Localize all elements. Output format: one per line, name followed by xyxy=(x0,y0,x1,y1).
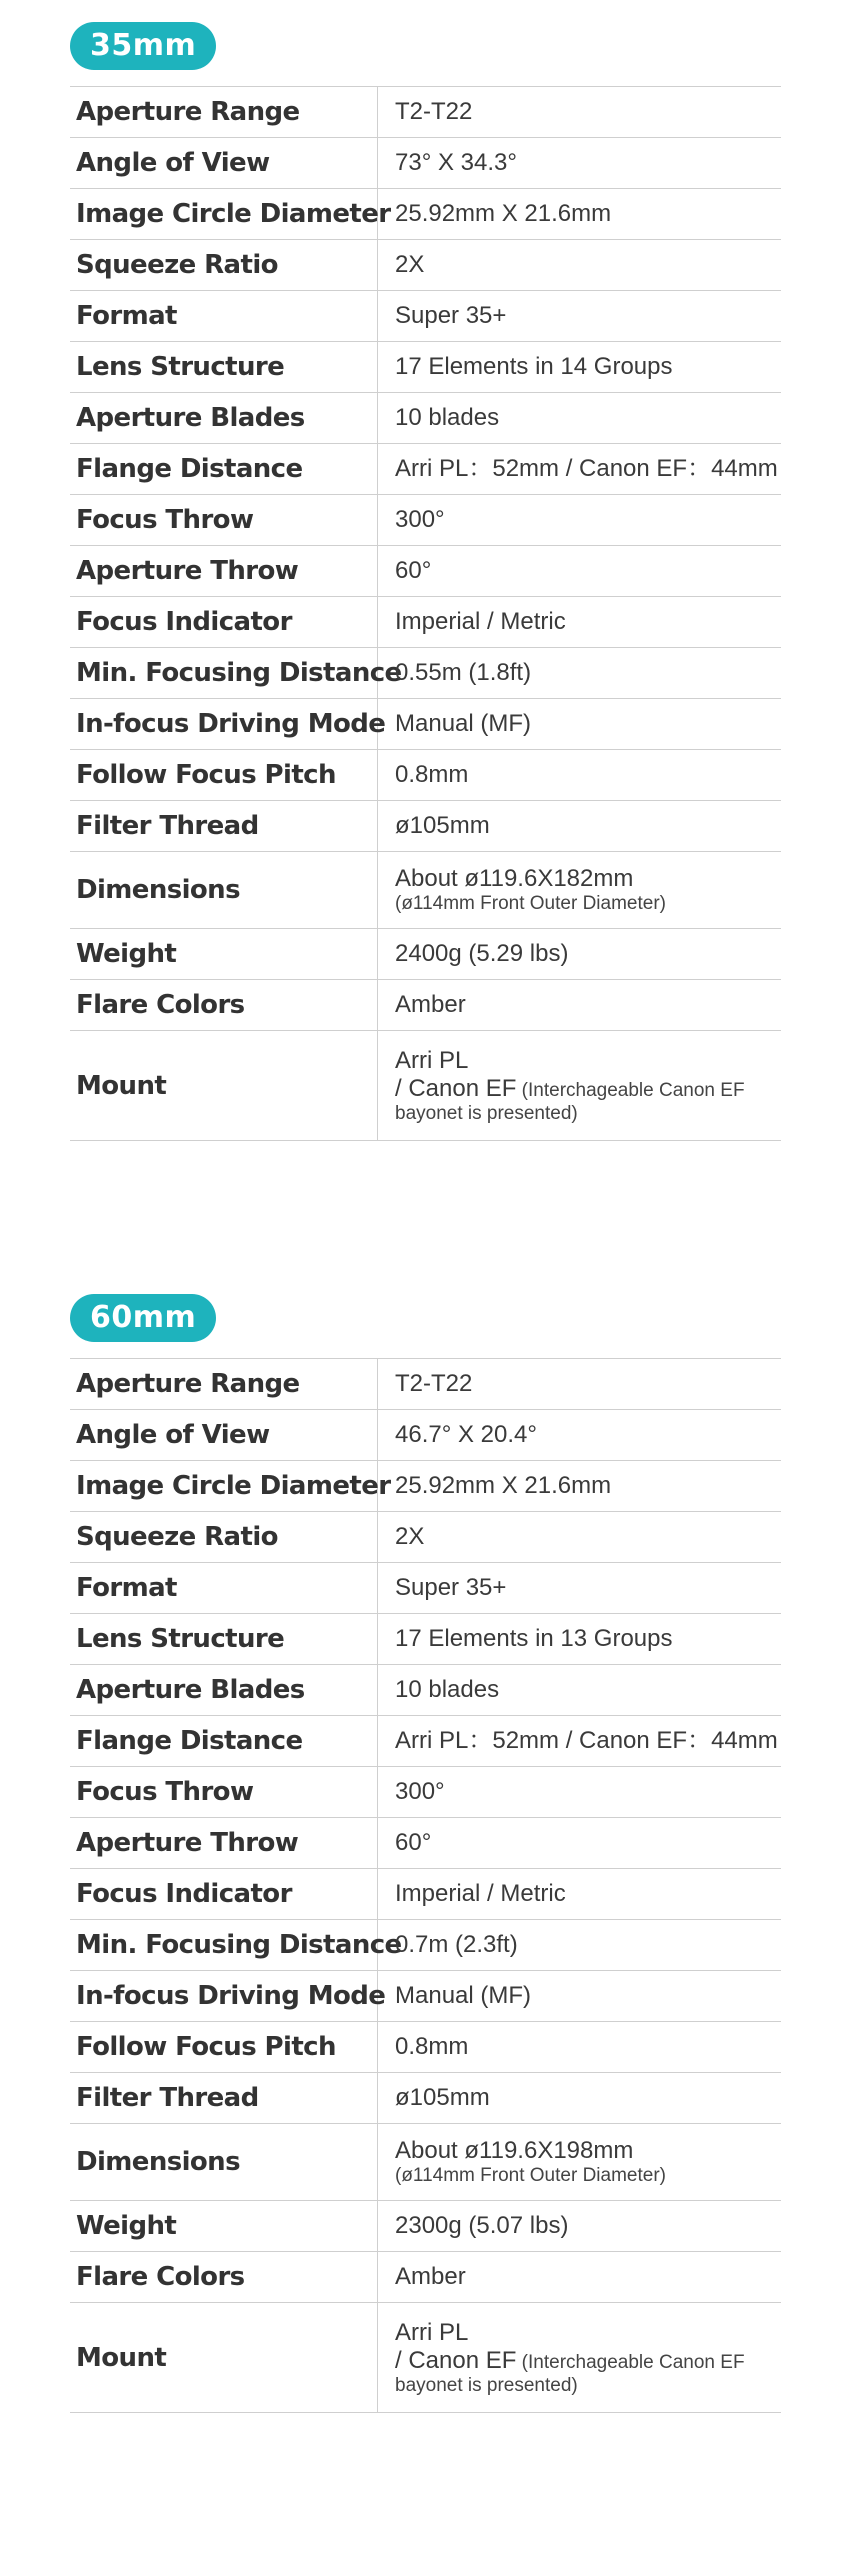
table-row xyxy=(70,138,781,189)
spec-label: Filter Thread xyxy=(70,2073,378,2123)
table-row xyxy=(70,2201,781,2252)
spec-value-note: (ø114mm Front Outer Diameter) xyxy=(395,893,666,914)
table-row xyxy=(70,1920,781,1971)
spec-label: Follow Focus Pitch xyxy=(70,2022,378,2072)
spec-value xyxy=(378,342,781,392)
spec-label: Image Circle Diameter xyxy=(70,1461,378,1511)
spec-value xyxy=(378,750,781,800)
spec-value-line2 xyxy=(395,2347,781,2375)
spec-value-line2 xyxy=(395,1075,781,1103)
spec-value xyxy=(378,1818,781,1868)
spec-value xyxy=(378,1410,781,1460)
spec-value-text: 2X xyxy=(395,1523,425,1550)
spec-label: Weight xyxy=(70,929,378,979)
spec-value-text: About ø119.6X182mm xyxy=(395,865,634,892)
table-row xyxy=(70,750,781,801)
spec-value-text: 60° xyxy=(395,1829,432,1856)
spec-value xyxy=(378,1359,781,1409)
spec-label: Flare Colors xyxy=(70,2252,378,2302)
spec-value-note: bayonet is presented) xyxy=(395,2374,578,2396)
spec-value xyxy=(378,189,781,239)
spec-value xyxy=(378,2303,781,2412)
spec-label: Squeeze Ratio xyxy=(70,240,378,290)
spec-value xyxy=(378,2022,781,2072)
spec-value xyxy=(378,648,781,698)
table-row xyxy=(70,393,781,444)
spec-label: Dimensions xyxy=(70,852,378,928)
spec-value xyxy=(378,801,781,851)
spec-value-text: Amber xyxy=(395,2263,466,2290)
spec-table xyxy=(70,1358,781,2413)
spec-label: Format xyxy=(70,1563,378,1613)
table-row xyxy=(70,648,781,699)
spec-label: Weight xyxy=(70,2201,378,2251)
spec-value-text: 25.92mm X 21.6mm xyxy=(395,200,612,227)
table-row xyxy=(70,1031,781,1141)
spec-value-text: Arri PL：52mm / Canon EF：44mm xyxy=(395,455,778,482)
spec-label: Squeeze Ratio xyxy=(70,1512,378,1562)
table-row xyxy=(70,2303,781,2413)
table-row xyxy=(70,1359,781,1410)
spec-label: Mount xyxy=(70,2303,378,2412)
spec-table xyxy=(70,86,781,1141)
table-row xyxy=(70,546,781,597)
table-row xyxy=(70,699,781,750)
table-row xyxy=(70,1665,781,1716)
spec-value-note: (Interchageable Canon EF xyxy=(516,2351,745,2373)
table-row xyxy=(70,1461,781,1512)
table-row xyxy=(70,980,781,1031)
spec-value xyxy=(378,1512,781,1562)
spec-value xyxy=(378,240,781,290)
spec-value xyxy=(378,393,781,443)
spec-value-note: bayonet is presented) xyxy=(395,1102,578,1124)
spec-value-text: T2-T22 xyxy=(395,1370,473,1397)
spec-value xyxy=(378,1767,781,1817)
table-row xyxy=(70,852,781,929)
table-row xyxy=(70,495,781,546)
spec-label: Lens Structure xyxy=(70,342,378,392)
spec-label: Min. Focusing Distance xyxy=(70,648,378,698)
table-row xyxy=(70,1614,781,1665)
spec-value xyxy=(378,1665,781,1715)
table-row xyxy=(70,597,781,648)
table-row xyxy=(70,1869,781,1920)
table-row xyxy=(70,2124,781,2201)
spec-value xyxy=(378,1920,781,1970)
spec-value xyxy=(378,852,781,928)
table-row xyxy=(70,801,781,852)
spec-label: Flange Distance xyxy=(70,444,378,494)
spec-label: Focus Indicator xyxy=(70,597,378,647)
spec-value xyxy=(378,291,781,341)
spec-label: Angle of View xyxy=(70,138,378,188)
spec-value-text: ø105mm xyxy=(395,2084,490,2111)
spec-label: Focus Throw xyxy=(70,495,378,545)
table-row xyxy=(70,929,781,980)
spec-value-text: Manual (MF) xyxy=(395,1982,532,2009)
spec-value xyxy=(378,1614,781,1664)
spec-value-note: (ø114mm Front Outer Diameter) xyxy=(395,2165,666,2186)
spec-value xyxy=(378,1716,781,1766)
spec-label: Aperture Range xyxy=(70,1359,378,1409)
spec-label: Image Circle Diameter xyxy=(70,189,378,239)
spec-label: Format xyxy=(70,291,378,341)
spec-label: In-focus Driving Mode xyxy=(70,699,378,749)
spec-value-text: Arri PL xyxy=(395,2318,469,2346)
spec-value-text: Imperial / Metric xyxy=(395,1880,566,1907)
table-row xyxy=(70,1716,781,1767)
spec-label: Filter Thread xyxy=(70,801,378,851)
spec-label: Dimensions xyxy=(70,2124,378,2200)
spec-value-text: 17 Elements in 14 Groups xyxy=(395,353,673,380)
spec-value xyxy=(378,2124,781,2200)
spec-value xyxy=(378,1869,781,1919)
spec-value-text: Manual (MF) xyxy=(395,710,532,737)
spec-value-text: 0.8mm xyxy=(395,761,469,788)
spec-value xyxy=(378,929,781,979)
spec-value-text: 2300g (5.07 lbs) xyxy=(395,2212,569,2239)
spec-value xyxy=(378,1031,781,1140)
spec-value xyxy=(378,980,781,1030)
table-row xyxy=(70,1410,781,1461)
spec-value-text: 10 blades xyxy=(395,1676,500,1703)
spec-value-note: (Interchageable Canon EF xyxy=(516,1079,745,1101)
spec-value-text: 0.8mm xyxy=(395,2033,469,2060)
spec-value-text: Amber xyxy=(395,991,466,1018)
spec-value-text: 0.55m (1.8ft) xyxy=(395,659,532,686)
spec-value-text: 2400g (5.29 lbs) xyxy=(395,940,569,967)
spec-value-text: 17 Elements in 13 Groups xyxy=(395,1625,673,1652)
section-title-badge: 60mm xyxy=(70,1294,216,1342)
spec-value-text: Arri PL：52mm / Canon EF：44mm xyxy=(395,1727,778,1754)
spec-label: Angle of View xyxy=(70,1410,378,1460)
spec-value-text: / Canon EF xyxy=(395,1074,517,1102)
spec-value xyxy=(378,138,781,188)
spec-value-text: / Canon EF xyxy=(395,2346,517,2374)
spec-value xyxy=(378,699,781,749)
spec-value-text: About ø119.6X198mm xyxy=(395,2137,634,2164)
spec-label: Aperture Blades xyxy=(70,393,378,443)
spec-value-text: 60° xyxy=(395,557,432,584)
table-row xyxy=(70,1512,781,1563)
spec-value-text: 25.92mm X 21.6mm xyxy=(395,1472,612,1499)
spec-value-text: Super 35+ xyxy=(395,1574,507,1601)
spec-value-text: 0.7m (2.3ft) xyxy=(395,1931,518,1958)
spec-value-text: Imperial / Metric xyxy=(395,608,566,635)
spec-value xyxy=(378,597,781,647)
spec-value-text: 10 blades xyxy=(395,404,500,431)
spec-value-text: ø105mm xyxy=(395,812,490,839)
table-row xyxy=(70,1971,781,2022)
spec-value xyxy=(378,87,781,137)
spec-value-text: 73° X 34.3° xyxy=(395,149,517,176)
spec-value-text: 46.7° X 20.4° xyxy=(395,1421,537,1448)
spec-value xyxy=(378,2252,781,2302)
spec-label: Aperture Throw xyxy=(70,1818,378,1868)
spec-section-60mm xyxy=(70,1294,781,2396)
spec-label: Focus Indicator xyxy=(70,1869,378,1919)
spec-value-text: Super 35+ xyxy=(395,302,507,329)
spec-value-text: 300° xyxy=(395,1778,445,1805)
spec-label: In-focus Driving Mode xyxy=(70,1971,378,2021)
table-row xyxy=(70,444,781,495)
spec-label: Aperture Blades xyxy=(70,1665,378,1715)
table-row xyxy=(70,2073,781,2124)
spec-value xyxy=(378,546,781,596)
spec-value xyxy=(378,495,781,545)
spec-label: Follow Focus Pitch xyxy=(70,750,378,800)
spec-label: Lens Structure xyxy=(70,1614,378,1664)
table-row xyxy=(70,189,781,240)
spec-value xyxy=(378,2201,781,2251)
spec-value xyxy=(378,2073,781,2123)
table-row xyxy=(70,342,781,393)
spec-label: Aperture Throw xyxy=(70,546,378,596)
table-row xyxy=(70,240,781,291)
spec-value-text: 300° xyxy=(395,506,445,533)
spec-value xyxy=(378,1971,781,2021)
table-row xyxy=(70,2022,781,2073)
spec-label: Flare Colors xyxy=(70,980,378,1030)
table-row xyxy=(70,1818,781,1869)
table-row xyxy=(70,1563,781,1614)
table-row xyxy=(70,291,781,342)
spec-label: Mount xyxy=(70,1031,378,1140)
spec-value-text: Arri PL xyxy=(395,1046,469,1074)
table-row xyxy=(70,87,781,138)
spec-value-text: 2X xyxy=(395,251,425,278)
table-row xyxy=(70,2252,781,2303)
spec-value xyxy=(378,1563,781,1613)
spec-label: Flange Distance xyxy=(70,1716,378,1766)
spec-value xyxy=(378,1461,781,1511)
table-row xyxy=(70,1767,781,1818)
spec-label: Focus Throw xyxy=(70,1767,378,1817)
spec-value-text: T2-T22 xyxy=(395,98,473,125)
section-title-badge: 35mm xyxy=(70,22,216,70)
spec-label: Min. Focusing Distance xyxy=(70,1920,378,1970)
spec-value xyxy=(378,444,781,494)
spec-label: Aperture Range xyxy=(70,87,378,137)
spec-section-35mm xyxy=(70,22,781,1124)
